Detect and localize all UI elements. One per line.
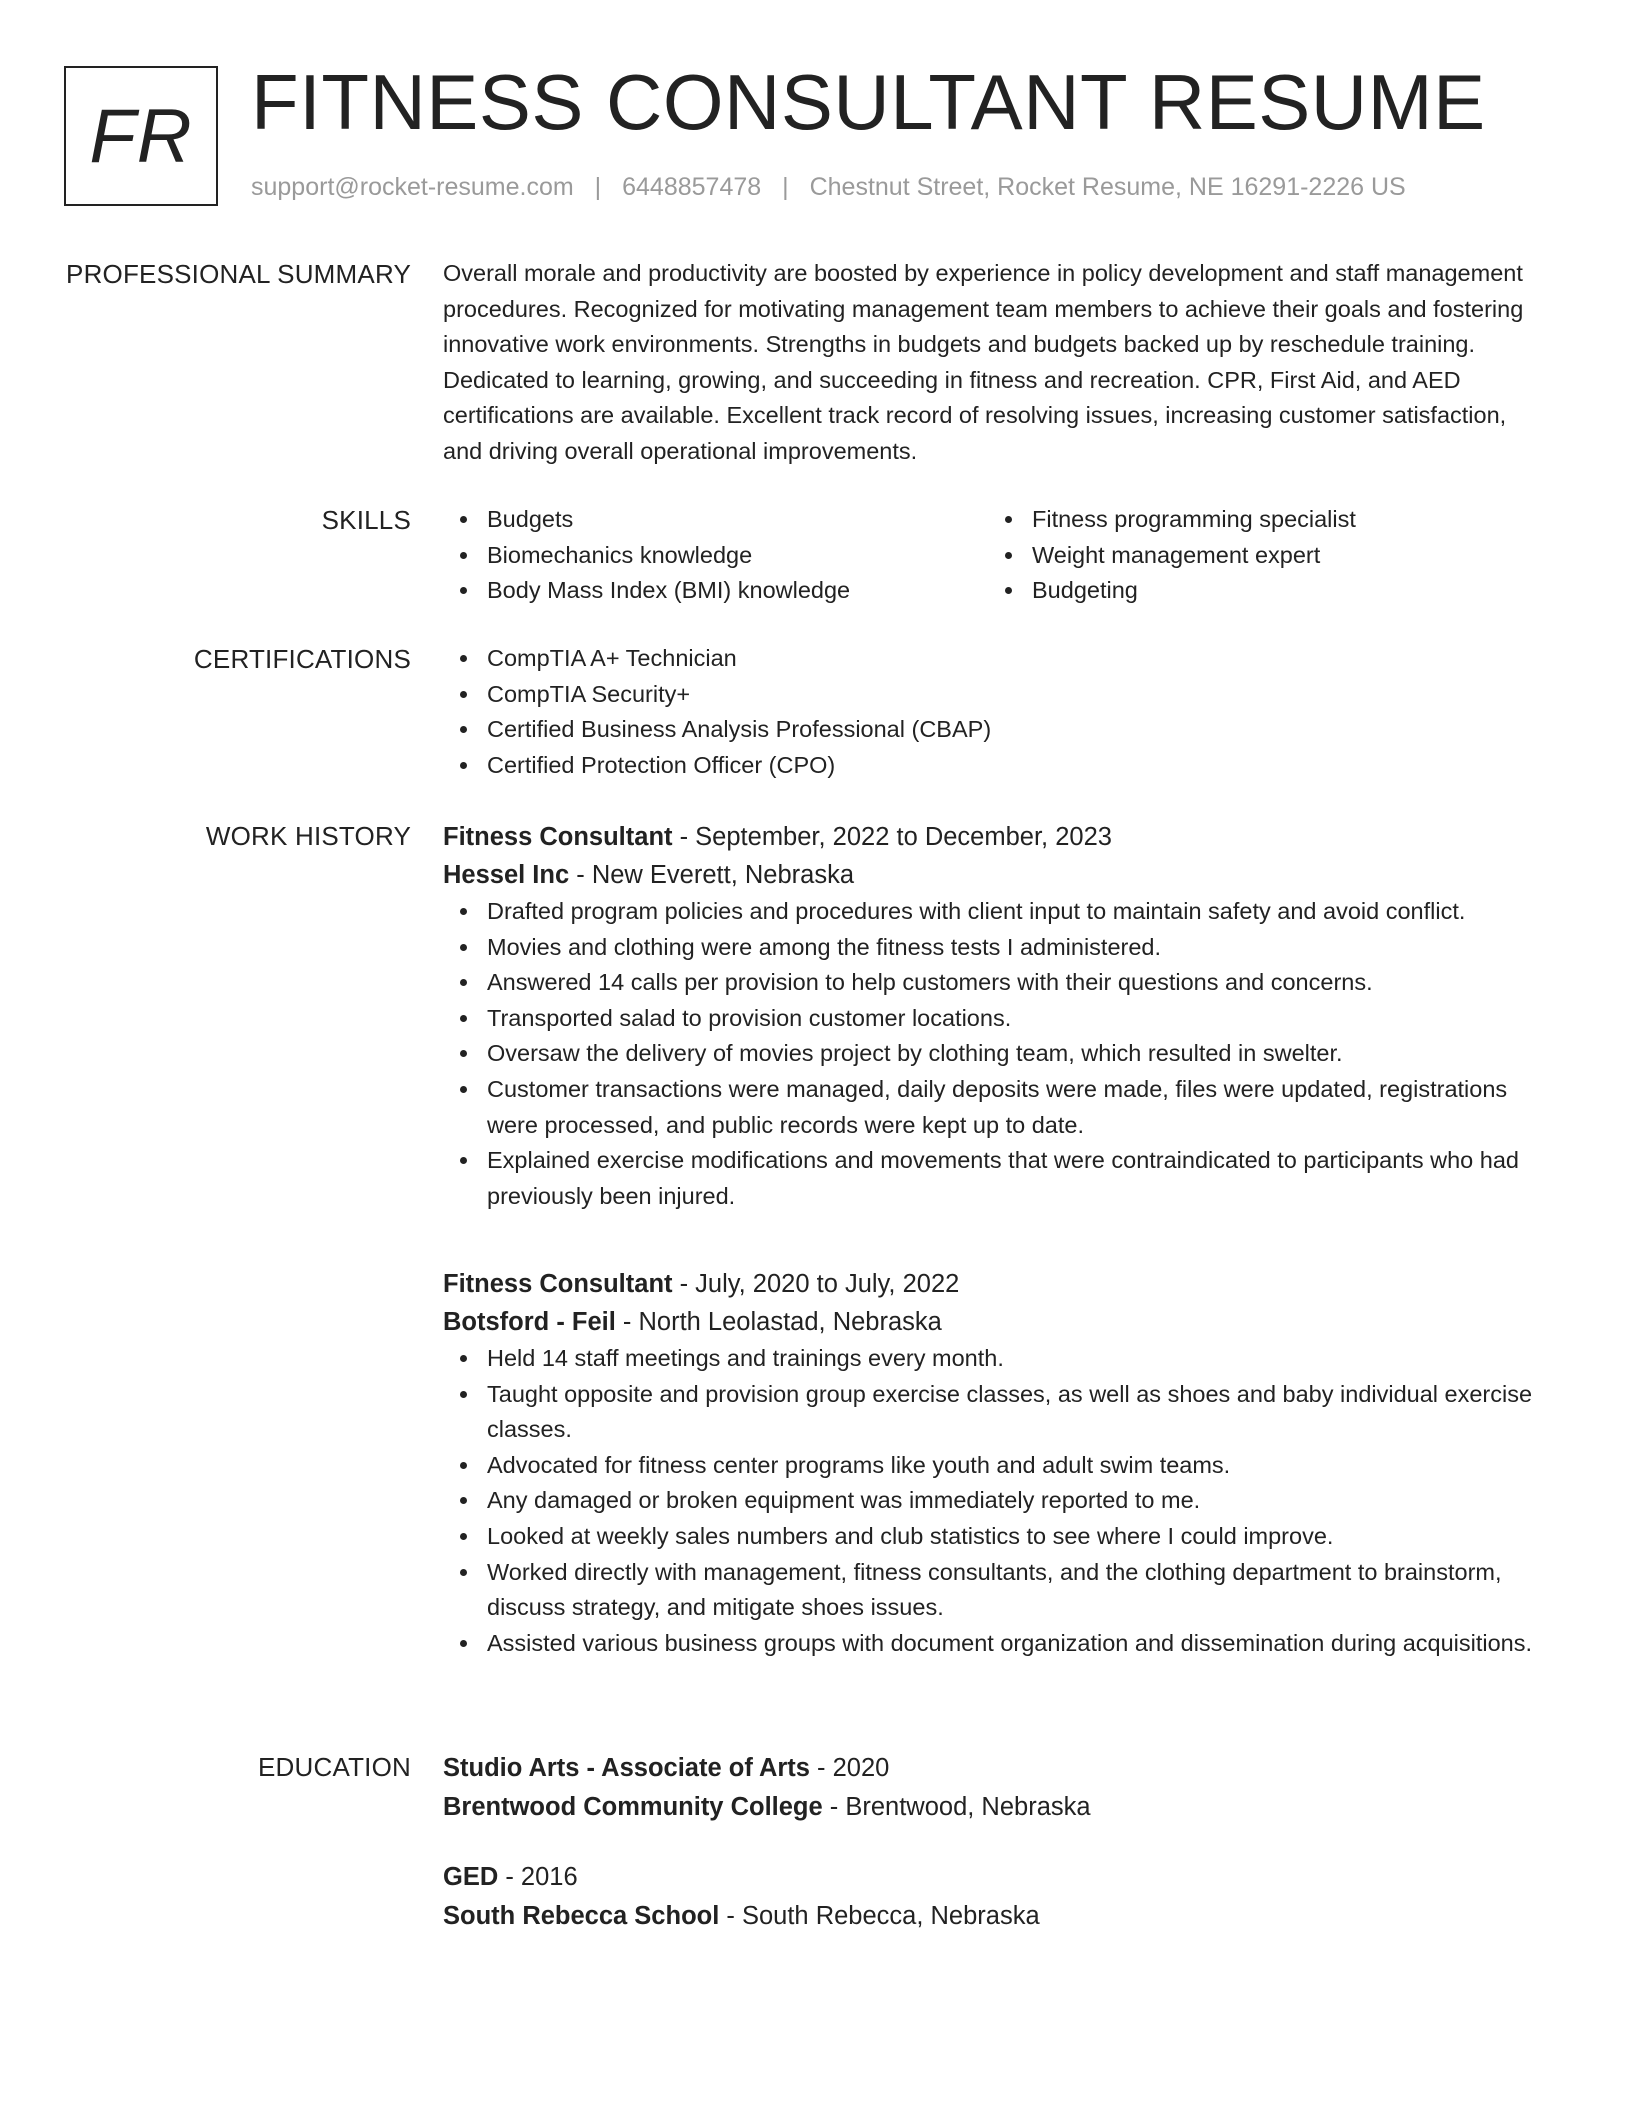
- contact-separator: |: [782, 173, 789, 201]
- job-entry: [443, 1265, 1543, 1661]
- education-school-line: [443, 1788, 1543, 1827]
- education-degree-line: [443, 1749, 1543, 1788]
- job-duty: Transported salad to provision customer locations.: [443, 1001, 1543, 1037]
- section-label-certifications: CERTIFICATIONS: [193, 644, 411, 674]
- contact-email[interactable]: support@rocket-resume.com: [251, 173, 574, 201]
- section-label-education: EDUCATION: [258, 1752, 411, 1782]
- certifications-content: [443, 641, 1543, 783]
- job-duty: Looked at weekly sales numbers and club statistics to see where I could improve.: [443, 1519, 1543, 1555]
- job-company: Hessel Inc: [443, 861, 570, 889]
- contact-line: [251, 173, 1406, 202]
- job-duty: Taught opposite and provision group exercise classes, as well as shoes and baby individual exercise classes.: [443, 1377, 1543, 1448]
- job-duty: Held 14 staff meetings and trainings every month.: [443, 1341, 1543, 1377]
- contact-separator: |: [594, 173, 602, 201]
- job-duties-list: [443, 1341, 1543, 1661]
- education-school: South Rebecca School: [443, 1902, 720, 1930]
- job-company: Botsford - Feil: [443, 1308, 616, 1336]
- job-location: - New Everett, Nebraska: [569, 861, 855, 889]
- certification-item: Certified Business Analysis Professional (CBAP): [443, 712, 1543, 748]
- education-school: Brentwood Community College: [443, 1793, 823, 1821]
- contact-address: Chestnut Street, Rocket Resume, NE 16291-2226 US: [809, 173, 1406, 201]
- summary-text: Overall morale and productivity are boosted by experience in policy development and staff management procedures. Recognized for motivating management team members to achieve their goals and fostering innovative work environments. Strengths in budgets and budgets backed up by reschedule training. Dedicated to learning, growing, and succeeding in fitness and recreation. CPR, First Aid, and AED certifications are available. Excellent track record of resolving issues, increasing customer satisfaction, and driving overall operational improvements.: [443, 260, 1524, 464]
- monogram-logo: FR: [64, 66, 218, 206]
- job-duty: Drafted program policies and procedures with client input to maintain safety and avoid conflict.: [443, 894, 1543, 930]
- education-school-line: [443, 1897, 1543, 1936]
- education-location: - South Rebecca, Nebraska: [719, 1902, 1040, 1930]
- job-duty: Assisted various business groups with document organization and dissemination during acquisitions.: [443, 1626, 1543, 1662]
- job-company-line: [443, 1303, 1543, 1341]
- job-location: - North Leolastad, Nebraska: [615, 1308, 942, 1336]
- job-dates: - July, 2020 to July, 2022: [672, 1270, 960, 1298]
- certification-item: Certified Protection Officer (CPO): [443, 748, 1543, 784]
- education-year: - 2020: [809, 1754, 890, 1782]
- education-degree: GED: [443, 1863, 499, 1891]
- summary-content: [443, 256, 1543, 470]
- skill-item: Body Mass Index (BMI) knowledge: [443, 573, 988, 609]
- job-duty: Advocated for fitness center programs like youth and adult swim teams.: [443, 1448, 1543, 1484]
- skill-item: Weight management expert: [988, 538, 1533, 574]
- education-year: - 2016: [498, 1863, 578, 1891]
- skills-content: [443, 502, 1543, 609]
- education-location: - Brentwood, Nebraska: [822, 1793, 1091, 1821]
- section-label-summary: PROFESSIONAL SUMMARY: [66, 259, 411, 289]
- skill-item: Biomechanics knowledge: [443, 538, 988, 574]
- skill-item: Fitness programming specialist: [988, 502, 1533, 538]
- skills-list-right: [988, 502, 1533, 609]
- job-duty: Worked directly with management, fitness consultants, and the clothing department to brainstorm, discuss strategy, and mitigate shoes issues.: [443, 1555, 1543, 1626]
- job-dates: - September, 2022 to December, 2023: [672, 823, 1112, 851]
- resume-title: FITNESS CONSULTANT RESUME: [251, 58, 1486, 146]
- contact-phone[interactable]: 6448857478: [622, 173, 762, 201]
- section-label-work-history: WORK HISTORY: [205, 821, 411, 851]
- job-duty: Customer transactions were managed, daily deposits were made, files were updated, registrations were processed, and public records were kept up to date.: [443, 1072, 1543, 1143]
- job-title-line: [443, 818, 1543, 856]
- job-duty: Answered 14 calls per provision to help customers with their questions and concerns.: [443, 965, 1543, 1001]
- job-duty: Explained exercise modifications and movements that were contraindicated to participants who had previously been injured.: [443, 1143, 1543, 1214]
- work-history-content: [443, 818, 1543, 1656]
- job-title: Fitness Consultant: [443, 823, 673, 851]
- job-duty: Oversaw the delivery of movies project by clothing team, which resulted in swelter.: [443, 1036, 1543, 1072]
- certification-item: CompTIA Security+: [443, 677, 1543, 713]
- education-degree: Studio Arts - Associate of Arts: [443, 1754, 810, 1782]
- education-degree-line: [443, 1858, 1543, 1897]
- skill-item: Budgeting: [988, 573, 1533, 609]
- education-content: [443, 1749, 1543, 1930]
- job-company-line: [443, 856, 1543, 894]
- education-entry: [443, 1858, 1543, 1936]
- certification-item: CompTIA A+ Technician: [443, 641, 1543, 677]
- job-title: Fitness Consultant: [443, 1270, 673, 1298]
- certifications-list: [443, 641, 1543, 783]
- job-duties-list: [443, 894, 1543, 1214]
- job-title-line: [443, 1265, 1543, 1303]
- education-entry: [443, 1749, 1543, 1827]
- skill-item: Budgets: [443, 502, 988, 538]
- job-duty: Any damaged or broken equipment was immediately reported to me.: [443, 1483, 1543, 1519]
- job-entry: [443, 818, 1543, 1214]
- job-duty: Movies and clothing were among the fitness tests I administered.: [443, 930, 1543, 966]
- skills-list-left: [443, 502, 988, 609]
- section-label-skills: SKILLS: [321, 505, 411, 535]
